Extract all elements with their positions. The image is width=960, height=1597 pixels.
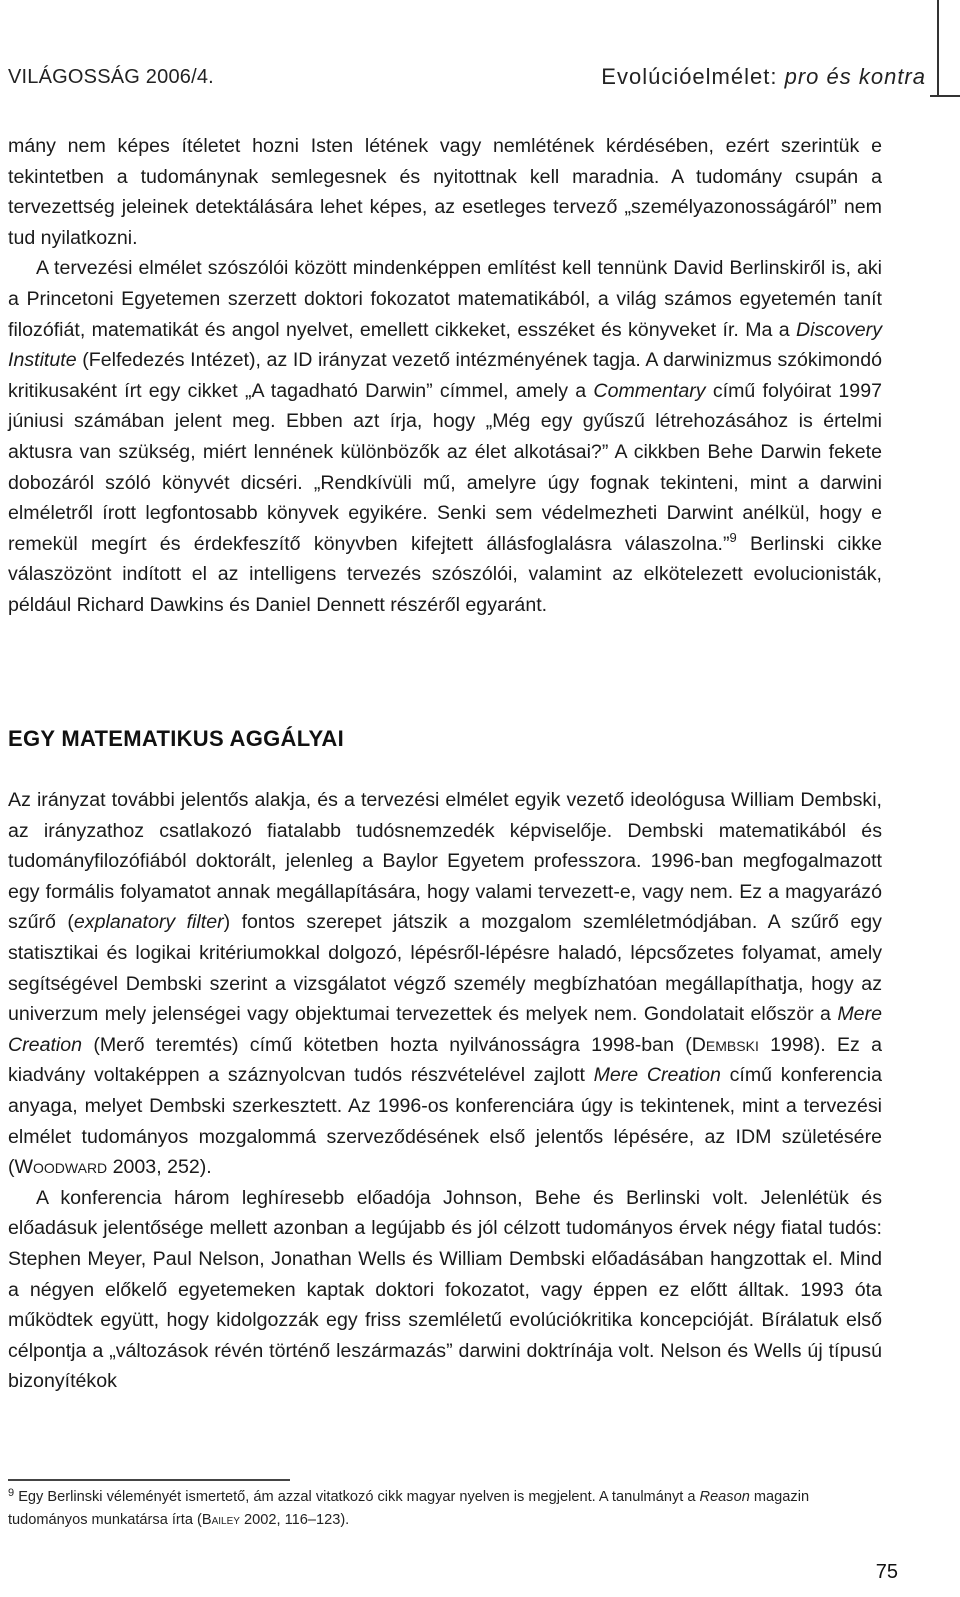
paragraph (8, 785, 882, 1183)
footnote (8, 1486, 884, 1532)
footnote-separator (8, 1479, 290, 1481)
body-text-block-1 (8, 131, 882, 621)
text-run: Egy Berlinski véleményét ismertető, ám azzal vitatkozó cikk magyar nyelven is megjelent. A tanulmányt a (18, 1489, 700, 1505)
small-caps-run: Bailey (201, 1512, 240, 1528)
running-header-journal: VILÁGOSSÁG 2006/4. (8, 66, 214, 88)
header-corner-rule-horizontal (930, 95, 960, 97)
italic-run: Discovery Institute (8, 318, 882, 372)
footnote-reference: 9 (729, 529, 737, 545)
text-run: (Felfedezés Intézet), az ID irányzat vezető intézményének tagja. A darwinizmus szókimondó kritikusaként írt egy cikket „A tagadható Darwin” címmel, amely a (8, 349, 882, 402)
text-run: Az irányzat további jelentős alakja, és a tervezési elmélet egyik vezető ideológusa William Dembski, az irányzathoz csatlakozó fiatalabb tudósnemzedék képviselője. Dembski matematikából és tudományfilozófiából doktorált, jelenleg a Baylor Egyetem professzora. 1996-ban megfogalmazott egy formális folyamatot annak megállapítására, hogy valami tervezett-e, vagy nem. Ez a magyarázó szűrő ( (8, 789, 882, 934)
text-run: Berlinski cikke válaszözönt indított el az intelligens tervezés szószólói, valamint az elkötelezett evolucionisták, például Richard Dawkins és Daniel Dennett részéről egyaránt. (8, 532, 882, 616)
italic-run: Mere Creation (593, 1064, 721, 1087)
text-run: című folyóirat 1997 júniusi számában jelent meg. Ebben azt írja, hogy „Még egy gyűszű létrehozásához is értelmi aktusra van szükség, miért lennének különbözők az élet alkotásai?” A cikkben Behe Darwin fekete dobozáról szóló könyvét dicséri. „Rendkívüli mű, amelyre úgy fognak tekinteni, mint a darwini elméletről írott legfontosabb könyvek egyikére. Senki sem védelmezheti Darwint anélkül, hogy e remekül megírt és érdekfeszítő könyvben kifejtett állásfoglalásra válaszolna.” (8, 379, 882, 555)
running-header-title-italic: pro és kontra (784, 64, 926, 89)
paragraph (8, 253, 882, 620)
paragraph: mány nem képes ítéletet hozni Isten létének vagy nemlétének kérdésében, ezért szerintük e tekintetben a tudománynak semlegesnek és nyitottnak kell maradnia. A tudomány csupán a tervezettség jeleinek detektálására lehet képes, az esetleges tervező „személyazonosságáról” nem tud nyilatkozni. (8, 135, 882, 249)
section-heading: EGY MATEMATIKUS AGGÁLYAI (8, 726, 345, 751)
italic-run: Commentary (593, 379, 706, 402)
text-run: című konferencia anyaga, melyet Dembski szerkesztett. Az 1996-os konferenciára úgy is tekintenek, mint a tervezési elmélet tudományos mozgalommá szerveződésének első jelentős lépésére, az IDM születésére ( (8, 1064, 882, 1179)
paragraph: A konferencia három leghíresebb előadója Johnson, Behe és Berlinski volt. Jelenlétük és előadásuk jelentősége mellett azonban a legújabb és jól célzott tudományos érvek négy fiatal tudós: Stephen Meyer, Paul Nelson, Jonathan Wells és William Dembski előadásában hangzottak el. Mind a négyen előkelő egyetemeken kaptak doktori fokozatot, vagy éppen ez előtt álltak. 1993 óta működtek együtt, hogy kidolgozzák egy friss szemléletű evolúciókritika koncepcióját. Bírálatuk első célpontja a „változások révén történő leszármazás” darwini doktrínája volt. Nelson és Wells új típusú bizonyítékok (8, 1186, 882, 1393)
text-run: 2003, 252). (107, 1156, 212, 1179)
small-caps-run: Woodward (14, 1156, 108, 1179)
footnote-number: 9 (8, 1487, 15, 1499)
italic-run: explanatory filter (73, 911, 224, 934)
text-run: magazin tudományos munkatársa írta ( (8, 1489, 810, 1528)
page-number: 75 (875, 1561, 898, 1583)
text-run: 2002, 116–123). (239, 1512, 350, 1528)
text-run: (Merő teremtés) című kötetben hozta nyilvánosságra 1998-ban ( (82, 1033, 692, 1056)
italic-run: Mere Creation (8, 1003, 882, 1056)
running-header-title (601, 64, 926, 90)
body-text-block-2 (8, 785, 882, 1397)
running-header-title-plain: Evolúcióelmélet: (601, 64, 785, 89)
text-run: 1998). Ez a kiadvány voltaképpen a száznyolcvan tudós részvételével zajlott (8, 1033, 882, 1087)
header-corner-rule-vertical (937, 0, 939, 96)
italic-run: Reason (699, 1489, 750, 1505)
text-run: ) fontos szerepet játszik a mozgalom szemléletmódjában. A szűrő egy statisztikai és logikai kritériumokkal dolgozó, lépésről-lépésre haladó, lépcsőzetes folyamat, amely segítségével Dembski szerint a vizsgálatot végző személy megbízhatóan megállapíthatja, hogy az univerzum mely jelenségei vagy objektumai tervezettek és melyek nem. Gondolatait először a (8, 911, 882, 1026)
small-caps-run: Dembski (691, 1033, 759, 1056)
text-run: A tervezési elmélet szószólói között mindenképpen említést kell tennünk David Berlinskiről is, aki a Princetoni Egyetemen szerzett doktori fokozatot matematikából, a világ számos egyetemén tanít filozófiát, matematikát és angol nyelvet, emellett cikkeket, esszéket és könyveket ír. Ma a (8, 257, 882, 341)
